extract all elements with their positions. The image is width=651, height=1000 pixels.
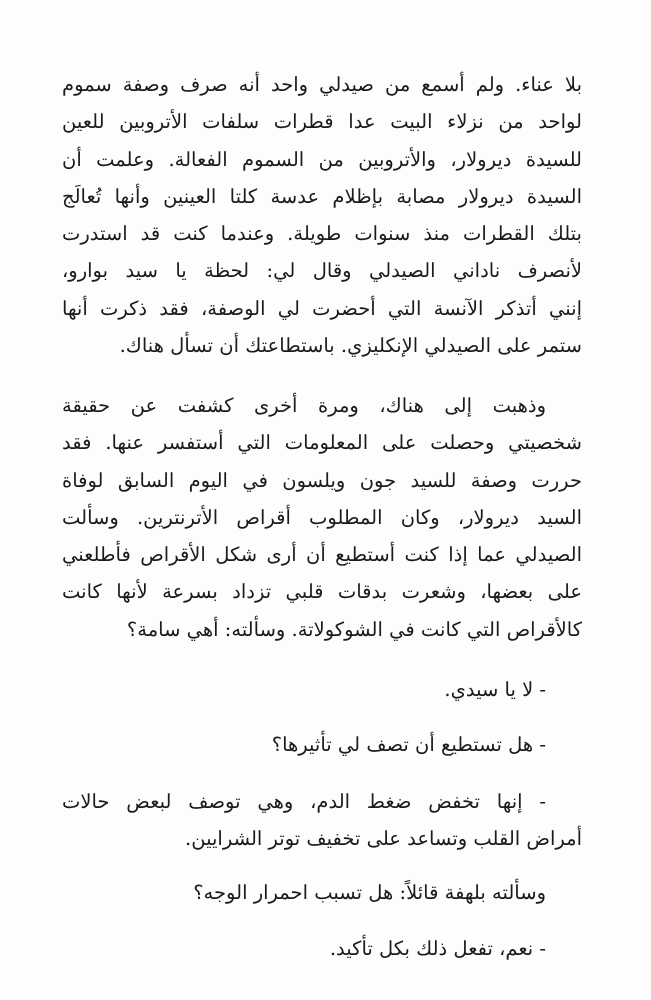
paragraph-1-line: لواحد من نزلاء البيت عدا قطرات سلفات الأتروبين للعين: [62, 110, 582, 134]
paragraph-1: [62, 66, 582, 364]
dialogue-line-4: وسألته بلهفة قائلاً: هل تسبب احمرار الوجه؟: [193, 881, 546, 904]
paragraph-1-line: بتلك القطرات منذ سنوات طويلة. وعندما كنت قد استدرت: [62, 222, 582, 246]
paragraph-2-line: كالأقراص التي كانت في الشوكولاتة. وسألته: أهي سامة؟: [126, 617, 582, 641]
paragraph-2-line: حررت وصفة للسيد جون ويلسون في اليوم السابق لوفاة: [62, 468, 582, 492]
dialogue-line-3b: أمراض القلب وتساعد على تخفيف توتر الشرايين.: [185, 827, 582, 850]
dialogue-line-2: - هل تستطيع أن تصف لي تأثيرها؟: [271, 733, 546, 756]
paragraph-2-line: شخصيتي وحصلت على المعلومات التي أستفسر عنها. فقد: [62, 431, 582, 455]
paragraph-1-line: بلا عناء. ولم أسمع من صيدلي واحد أنه صرف وصفة سموم: [62, 73, 582, 96]
paragraph-2: [62, 387, 582, 648]
paragraph-1-line: لأنصرف ناداني الصيدلي وقال لي: لحظة يا سيد بوارو،: [62, 259, 582, 283]
paragraph-1-line: السيدة ديرولار مصابة بإظلام عدسة كلتا العينين وأنها تُعالَج: [62, 184, 582, 208]
dialogue-line-3a: - إنها تخفض ضغط الدم، وهي توصف لبعض حالات: [62, 790, 546, 813]
paragraph-1-line: للسيدة ديرولار، والأتروبين من السموم الفعالة. وعلمت أن: [62, 147, 582, 171]
dialogue-line-1: - لا يا سيدي.: [444, 678, 546, 701]
paragraph-2-line: السيد ديرولار، وكان المطلوب أقراص الأترنترين. وسألت: [62, 505, 582, 529]
paragraph-2-line: الصيدلي عما إذا كنت أستطيع أن أرى شكل الأقراص فأطلعني: [62, 543, 582, 567]
paragraph-1-line: إنني أتذكر الآنسة التي أحضرت لي الوصفة، فقد ذكرت أنها: [62, 296, 582, 320]
paragraph-2-line: على بعضها، وشعرت بدقات قلبي تزداد بسرعة لأنها كانت: [62, 580, 582, 604]
paragraph-1-line: ستمر على الصيدلي الإنكليزي. باستطاعتك أن تسأل هناك.: [119, 334, 582, 358]
dialogue-line-5: - نعم، تفعل ذلك بكل تأكيد.: [329, 937, 546, 960]
paragraph-2-line: وذهبت إلى هناك، ومرة أخرى كشفت عن حقيقة: [62, 394, 546, 417]
